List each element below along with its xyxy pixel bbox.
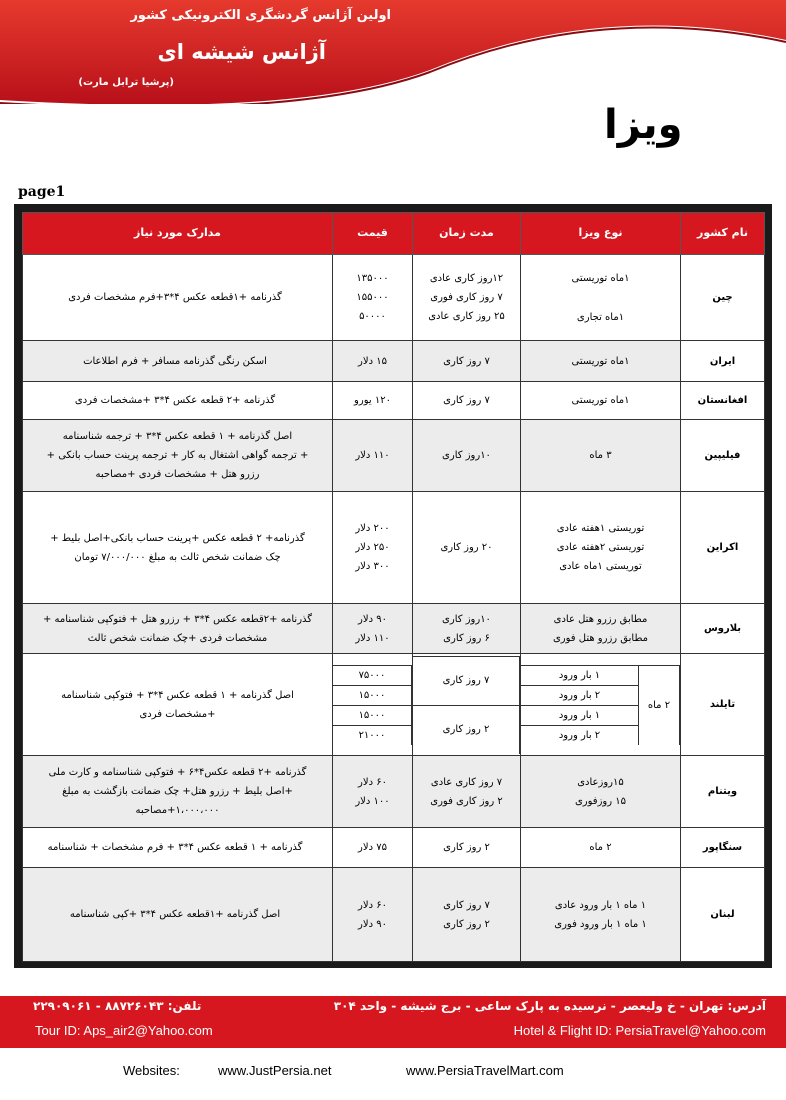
table-row-vietnam	[23, 756, 765, 828]
duration-cell	[413, 654, 521, 756]
documents-cell: اسکن رنگی گذرنامه مسافر + فرم اطلاعات	[23, 341, 333, 382]
table-header-row	[23, 213, 765, 255]
duration-item: ۷ روز کاری	[443, 899, 490, 911]
footer-tour-email: Tour ID: Aps_air2@Yahoo.com	[35, 1023, 213, 1038]
duration-cell	[413, 868, 521, 962]
entry-item: ۲ بار ورود	[521, 685, 639, 705]
entry-item: ۲ بار ورود	[521, 725, 639, 745]
documents-cell	[23, 654, 333, 756]
country-cell: افغانستان	[681, 382, 765, 420]
price-item: ۶۰ دلار	[358, 899, 387, 911]
country-cell: ویتنام	[681, 756, 765, 828]
visa-type-item: ۱ماه تجاری	[576, 311, 625, 323]
country-cell: ایران	[681, 341, 765, 382]
price-item: ۱۱۰ دلار	[355, 632, 390, 644]
documents-cell: اصل گذرنامه +۱قطعه عکس ۴*۳ +کپی شناسنامه	[23, 868, 333, 962]
country-cell: بلاروس	[681, 604, 765, 654]
price-subtable	[333, 665, 412, 745]
visa-type-cell	[521, 492, 681, 604]
duration-item: ۲ روز کاری	[413, 705, 520, 754]
visa-type-cell	[521, 868, 681, 962]
entry-item: ۱ بار ورود	[521, 665, 639, 685]
header-price: قیمت	[333, 213, 413, 255]
duration-item: ۲ روز کاری فوری	[430, 795, 503, 807]
header-duration: مدت زمان	[413, 213, 521, 255]
table-row-belarus	[23, 604, 765, 654]
documents-line: ۱،۰۰۰،۰۰۰+مصاحبه	[135, 805, 220, 816]
table-row-lebanon	[23, 868, 765, 962]
price-item: ۷۵۰۰۰	[333, 665, 412, 685]
table-row-thailand	[23, 654, 765, 756]
price-cell	[333, 756, 413, 828]
price-cell	[333, 492, 413, 604]
visa-type-item: ۱۵ روزفوری	[574, 795, 627, 807]
header-banner	[0, 0, 786, 104]
visa-type-cell: ۱ماه توریستی	[521, 341, 681, 382]
price-item: ۹۰ دلار	[358, 613, 387, 625]
price-cell	[333, 604, 413, 654]
header-country: نام کشور	[681, 213, 765, 255]
country-cell: لبنان	[681, 868, 765, 962]
visa-type-cell	[521, 654, 681, 756]
price-item: ۶۰ دلار	[358, 776, 387, 788]
table-row-iran	[23, 341, 765, 382]
country-cell: اکراین	[681, 492, 765, 604]
duration-item: ۶ روز کاری	[443, 632, 490, 644]
header-banner-shape	[0, 0, 786, 104]
duration-item: ۷ روز کاری فوری	[430, 292, 503, 303]
price-cell: ۱۱۰ دلار	[333, 420, 413, 492]
documents-cell: گذرنامه + ۱ قطعه عکس ۴*۳ + فرم مشخصات + شناسنامه	[23, 828, 333, 868]
footer-bar	[0, 996, 786, 1048]
documents-line: گذرنامه+ ۲ قطعه عکس +پرینت حساب بانکی+اصل بلیط +	[50, 532, 305, 544]
header-documents: مدارک مورد نیاز	[23, 213, 333, 255]
websites-label: Websites:	[123, 1063, 180, 1078]
documents-line: +اصل بلیط + رزرو هتل+ چک ضمانت بازگشت به مبلغ	[62, 786, 293, 797]
documents-line: +مشخصات فردی	[139, 708, 216, 720]
visa-type-cell	[521, 255, 681, 341]
visa-type-cell	[521, 604, 681, 654]
documents-line: مشخصات فردی +چک ضمانت شخص ثالث	[87, 632, 268, 644]
country-cell: فیلیپین	[681, 420, 765, 492]
price-item: ۱۵۰۰۰	[333, 685, 412, 705]
price-item: ۵۰۰۰۰	[359, 311, 386, 322]
agency-name: آژانس شیشه ای	[157, 40, 326, 64]
price-cell	[333, 255, 413, 341]
documents-line: چک ضمانت شخص ثالث به مبلغ ۷/۰۰۰/۰۰۰ تومان	[74, 551, 281, 563]
price-item: ۹۰ دلار	[358, 918, 387, 930]
duration-cell	[413, 604, 521, 654]
documents-cell	[23, 756, 333, 828]
duration-cell: ۱۰روز کاری	[413, 420, 521, 492]
country-cell: سنگاپور	[681, 828, 765, 868]
documents-cell	[23, 420, 333, 492]
duration-item: ۲۵ روز کاری عادی	[428, 311, 505, 322]
table-row-china	[23, 255, 765, 341]
visa-type-item: توریستی ۱ماه عادی	[559, 561, 642, 572]
documents-cell	[23, 604, 333, 654]
footer-hotel-email: Hotel & Flight ID: PersiaTravel@Yahoo.com	[513, 1023, 766, 1038]
visa-type-cell: ۳ ماه	[521, 420, 681, 492]
visa-type-item: مطابق رزرو هتل فوری	[552, 632, 649, 644]
price-item: ۱۰۰ دلار	[355, 795, 390, 807]
duration-cell	[413, 756, 521, 828]
documents-cell: گذرنامه +۲ قطعه عکس ۴*۳ +مشخصات فردی	[23, 382, 333, 420]
price-item: ۲۰۰ دلار	[355, 523, 390, 534]
price-item: ۳۰۰ دلار	[355, 561, 390, 572]
duration-subtable	[413, 656, 520, 754]
visa-table	[22, 212, 765, 962]
visa-type-item: مطابق رزرو هتل عادی	[553, 613, 648, 625]
footer-address: آدرس: تهران - خ ولیعصر - نرسیده به پارک ساعی - برج شیشه - واحد ۳۰۴	[333, 999, 766, 1013]
documents-line: گذرنامه +۲ قطعه عکس۴*۶ + فتوکپی شناسنامه و کارت ملی	[48, 767, 307, 778]
page-label: page1	[18, 184, 66, 200]
visa-type-cell	[521, 756, 681, 828]
duration-cell: ۷ روز کاری	[413, 341, 521, 382]
duration-cell	[413, 255, 521, 341]
duration-item: ۲ روز کاری	[443, 918, 490, 930]
price-cell: ۱۵ دلار	[333, 341, 413, 382]
table-row-singapore	[23, 828, 765, 868]
price-item: ۱۵۵۰۰۰	[356, 292, 389, 303]
price-cell	[333, 654, 413, 756]
entries-subtable	[521, 665, 680, 745]
entry-item: ۱ بار ورود	[521, 705, 639, 725]
duration-cell: ۲ روز کاری	[413, 828, 521, 868]
documents-cell	[23, 492, 333, 604]
visa-type-cell: ۱ماه توریستی	[521, 382, 681, 420]
visa-type-cell: ۲ ماه	[521, 828, 681, 868]
table-row-philippines	[23, 420, 765, 492]
visa-type-item: ۱ماه توریستی	[571, 272, 630, 284]
visa-type-item: ۱ ماه ۱ بار ورود فوری	[554, 918, 647, 930]
documents-line: اصل گذرنامه + ۱ قطعه عکس ۴*۳ + فتوکپی شناسنامه	[61, 689, 294, 701]
documents-line: اصل گذرنامه + ۱ قطعه عکس ۴*۳ + ترجمه شناسنامه	[62, 431, 293, 442]
visa-type-item: ۱۵روزعادی	[577, 776, 624, 788]
price-item: ۲۱۰۰۰	[333, 725, 412, 745]
header-visa-type: نوع ویزا	[521, 213, 681, 255]
table-row-afghanistan	[23, 382, 765, 420]
price-item: ۲۵۰ دلار	[355, 542, 390, 553]
website-link-2[interactable]: www.PersiaTravelMart.com	[406, 1063, 564, 1078]
visa-type-item: توریستی ۱هفته عادی	[556, 523, 645, 534]
documents-line: گذرنامه +۲قطعه عکس ۴*۳ + رزرو هتل + فتوکپی شناسنامه +	[42, 613, 313, 625]
period-cell: ۲ ماه	[639, 665, 680, 745]
duration-cell: ۲۰ روز کاری	[413, 492, 521, 604]
footer-phone: تلفن: ۸۸۷۲۶۰۴۳ - ۲۲۹۰۹۰۶۱	[33, 999, 202, 1013]
duration-item: ۱۰روز کاری	[442, 613, 491, 625]
visa-type-item: ۱ ماه ۱ بار ورود عادی	[554, 899, 647, 911]
duration-item: ۱۲روز کاری عادی	[429, 273, 504, 284]
visa-type-item: توریستی ۲هفته عادی	[556, 542, 645, 553]
documents-line: رزرو هتل + مشخصات فردی +مصاحبه	[95, 469, 260, 480]
agency-slogan: (پرشیا ترابل مارت)	[78, 77, 174, 88]
price-item: ۱۳۵۰۰۰	[356, 273, 389, 284]
price-item: ۱۵۰۰۰	[333, 705, 412, 725]
duration-item: ۷ روز کاری عادی	[430, 776, 503, 788]
table-row-ukraine	[23, 492, 765, 604]
visa-table-wrapper	[22, 212, 764, 962]
documents-line: + ترجمه گواهی اشتغال به کار + ترجمه پرینت حساب بانکی +	[46, 450, 309, 461]
price-cell	[333, 868, 413, 962]
website-link-1[interactable]: www.JustPersia.net	[218, 1063, 332, 1078]
duration-cell: ۷ روز کاری	[413, 382, 521, 420]
duration-item: ۷ روز کاری	[413, 656, 520, 705]
price-cell: ۱۲۰ یورو	[333, 382, 413, 420]
page-title: ویزا	[604, 102, 683, 148]
header-tagline: اولین آژانس گردشگری الکترونیکی کشور	[130, 8, 391, 23]
price-cell: ۷۵ دلار	[333, 828, 413, 868]
country-cell: تایلند	[681, 654, 765, 756]
country-cell: چین	[681, 255, 765, 341]
documents-cell: گذرنامه +۱قطعه عکس ۴*۳+فرم مشخصات فردی	[23, 255, 333, 341]
